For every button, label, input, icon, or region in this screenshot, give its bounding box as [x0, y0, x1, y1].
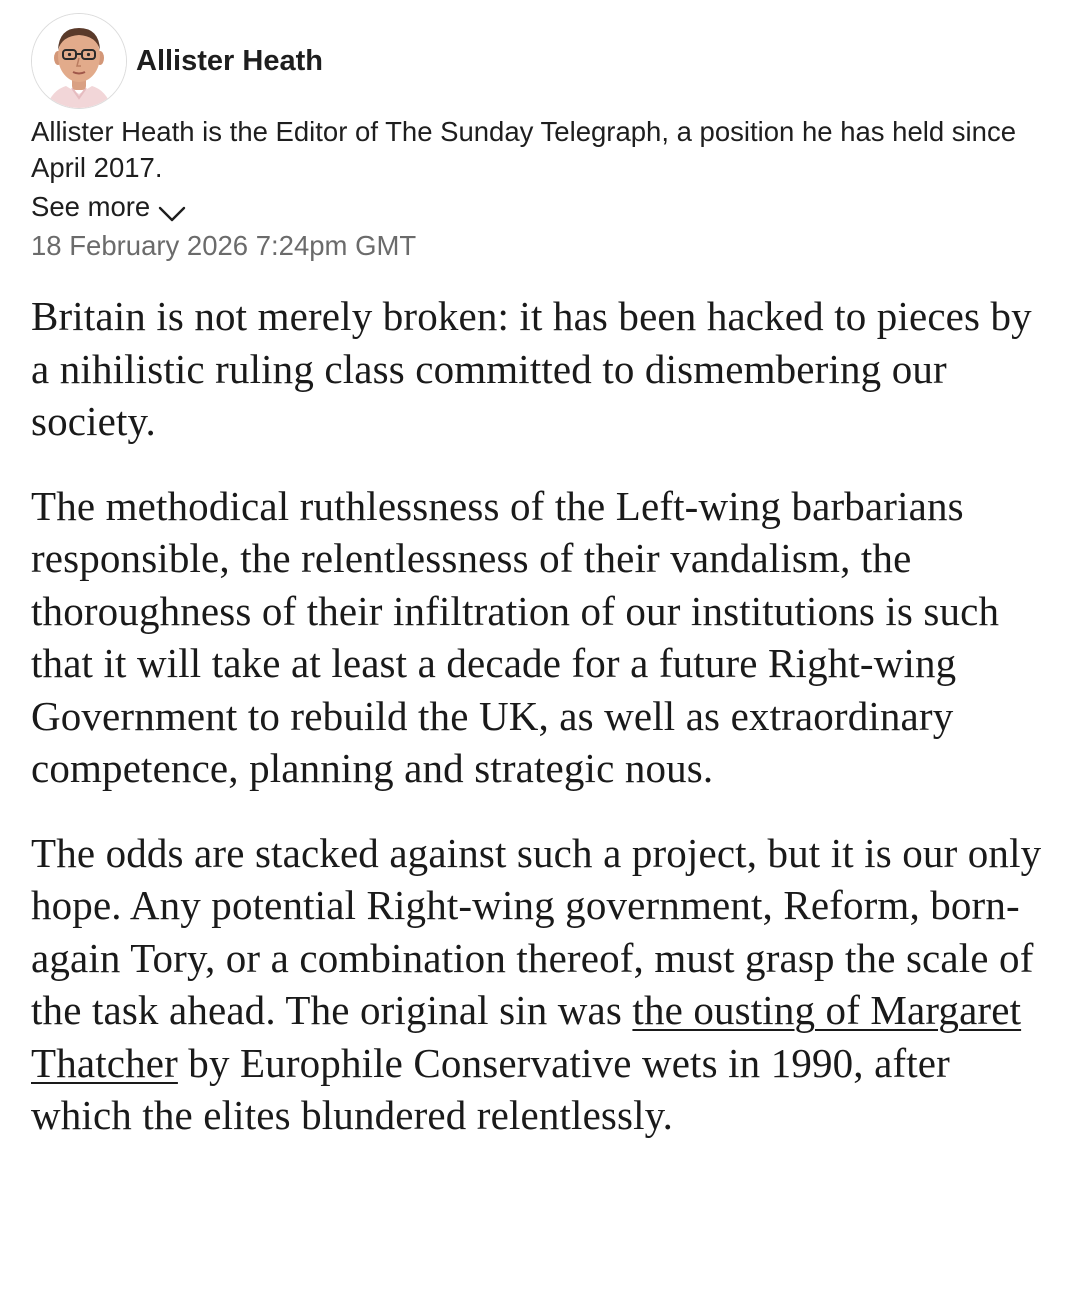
publish-timestamp: 18 February 2026 7:24pm GMT — [31, 230, 417, 261]
article-body — [31, 290, 1056, 1174]
paragraph-text: by Europhile Conservative wets in 1990, after which the elites blundered relentlessly. — [31, 1039, 950, 1138]
author-headshot-image — [32, 14, 126, 108]
author-avatar[interactable] — [31, 13, 127, 109]
article-paragraph: Britain is not merely broken: it has been hacked to pieces by a nihilistic ruling class committed to dismembering our society. — [31, 293, 1032, 444]
chevron-down-icon — [158, 197, 186, 217]
article-paragraph — [31, 827, 1056, 1142]
author-bio: Allister Heath is the Editor of The Sunday Telegraph, a position he has held since April 2017. — [31, 116, 1017, 183]
see-more-label: See more — [31, 191, 151, 222]
thatcher-ousting-link[interactable]: the ousting of Margaret Thatcher — [31, 987, 1022, 1086]
paragraph-text: The odds are stacked against such a project, but it is our only hope. Any potential Right-wing government, Reform, born-again Tory, or a combination thereof, must grasp the scale of the task ahead. The original sin was — [31, 829, 1042, 1033]
author-name[interactable]: Allister Heath — [136, 45, 323, 77]
article-paragraph: The methodical ruthlessness of the Left-wing barbarians responsible, the relentlessness of their vandalism, the thoroughness of their infiltration of our institutions is such that it will take at least a decade for a future Right-wing Government to rebuild the UK, as well as extraordinary competence, planning and strategic nous. — [31, 482, 1000, 791]
see-more-button[interactable] — [31, 189, 186, 225]
